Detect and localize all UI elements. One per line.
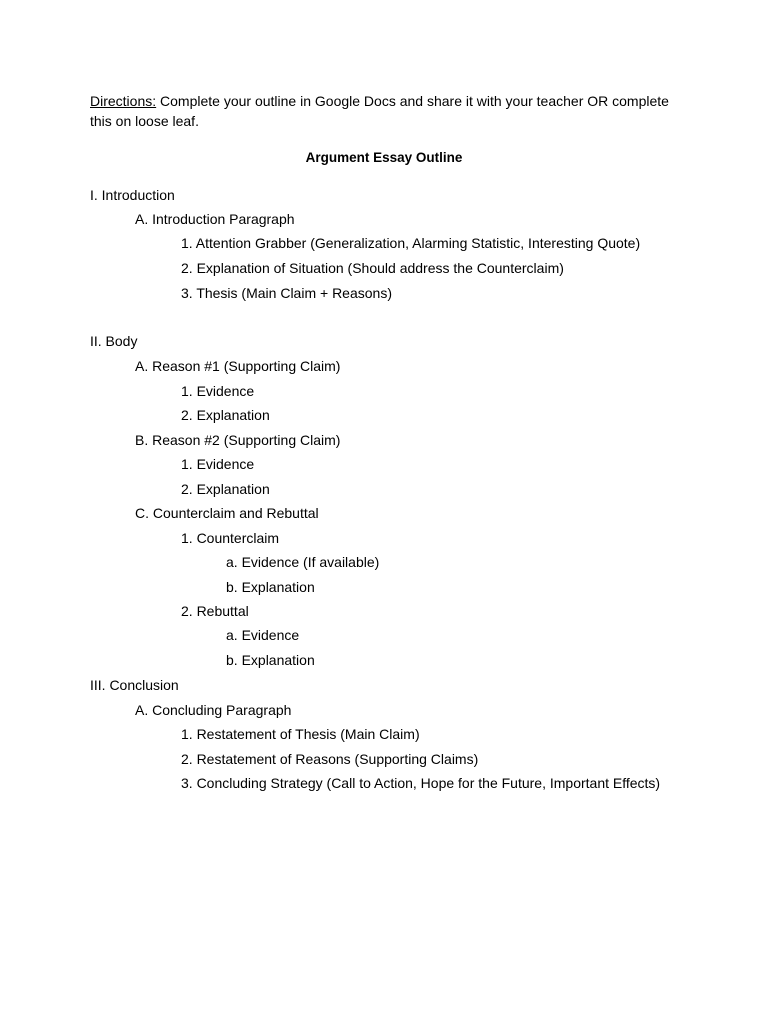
outline-item: 2. Rebuttal — [181, 603, 249, 619]
outline-item: 2. Explanation — [181, 481, 270, 497]
page-title: Argument Essay Outline — [305, 150, 463, 165]
outline-item: 1. Restatement of Thesis (Main Claim) — [181, 726, 420, 742]
outline-item: b. Explanation — [226, 652, 315, 668]
outline-item: a. Evidence — [226, 627, 300, 643]
outline-item: A. Reason #1 (Supporting Claim) — [135, 358, 341, 374]
outline-item: A. Introduction Paragraph — [135, 211, 295, 227]
outline-item: b. Explanation — [226, 579, 315, 595]
outline-item: C. Counterclaim and Rebuttal — [135, 505, 319, 521]
outline-item: a. Evidence (If available) — [226, 554, 380, 570]
outline-item: 1. Attention Grabber (Generalization, Alarming Statistic, Interesting Quote) — [181, 235, 641, 251]
outline-item: 2. Restatement of Reasons (Supporting Claims) — [181, 751, 479, 767]
outline-item: B. Reason #2 (Supporting Claim) — [135, 432, 341, 448]
outline-item: 1. Evidence — [181, 383, 255, 399]
outline-item: 2. Explanation — [181, 407, 270, 423]
outline-section-body: II. Body — [90, 333, 138, 349]
outline-section-introduction: I. Introduction — [90, 187, 175, 203]
directions-text: Complete your outline in Google Docs and share it with your teacher OR complete this on loose leaf. — [90, 93, 669, 129]
outline-item: 2. Explanation of Situation (Should address the Counterclaim) — [181, 260, 564, 276]
outline-section-conclusion: III. Conclusion — [90, 677, 179, 693]
directions-paragraph — [90, 91, 680, 131]
directions-label: Directions: — [90, 93, 157, 109]
outline-item: 3. Concluding Strategy (Call to Action, Hope for the Future, Important Effects) — [181, 775, 661, 791]
outline-item: A. Concluding Paragraph — [135, 702, 292, 718]
outline-item: 3. Thesis (Main Claim + Reasons) — [181, 285, 392, 301]
outline-item: 1. Evidence — [181, 456, 255, 472]
outline-item: 1. Counterclaim — [181, 530, 280, 546]
